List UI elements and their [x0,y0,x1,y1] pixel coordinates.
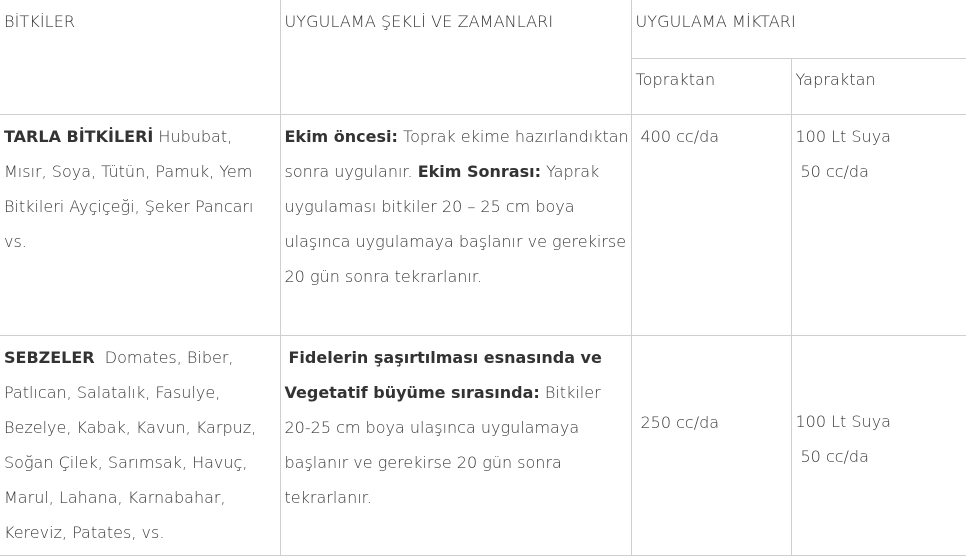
row1-method-text1: Toprak ekime hazırlandıktan sonra uygulanır. [284,126,629,181]
row1-method-bold1: Ekim öncesi: [284,126,398,146]
row2-soil [631,335,791,555]
table-row [0,335,966,555]
row1-method-text2: Yaprak uygulaması bitkiler 20 – 25 cm boya ulaşınca uygulamaya başlanır ve gerekirse 20 gün sonra tekrarlanır. [284,161,627,286]
header-soil [631,58,791,114]
header-amount [631,0,966,58]
row2-soil-value: 250 cc/da [640,412,720,432]
row1-method [280,114,631,335]
header-amount-label: UYGULAMA MİKTARI [635,12,796,31]
row1-plants-title: TARLA BİTKİLERİ [4,126,154,146]
row1-soil-value: 400 cc/da [640,126,720,146]
header-method [280,0,631,114]
row1-leaf [791,114,966,335]
header-plants [0,0,280,114]
row1-leaf-line2: 50 cc/da [800,161,869,181]
header-plants-label: BİTKİLER [4,12,76,31]
header-method-label: UYGULAMA ŞEKLİ VE ZAMANLARI [284,12,554,31]
row2-method [280,335,631,555]
row2-plants-text: Domates, Biber, Patlıcan, Salatalık, Fasulye, Bezelye, Kabak, Kavun, Karpuz, Soğan Çilek, Sarımsak, Havuç, Marul, Lahana, Karnabahar, Kereviz, Patates, vs. [4,347,262,542]
header-leaf [791,58,966,114]
row2-plants [0,335,280,555]
row1-plants-text: Hububat, Mısır, Soya, Tütün, Pamuk, Yem Bitkileri Ayçiçeği, Şeker Pancarı vs. [4,126,254,251]
row1-soil [631,114,791,335]
row1-leaf-line1: 100 Lt Suya [795,126,891,146]
header-soil-label: Topraktan [635,69,716,89]
row1-method-bold2: Ekim Sonrası: [417,161,541,181]
row1-plants [0,114,280,335]
row2-method-text1: Bitkiler 20-25 cm boya ulaşınca uygulamaya başlanır ve gerekirse 20 gün sonra tekrarlanır. [284,382,601,507]
row2-plants-title: SEBZELER [4,347,95,367]
row2-leaf-line1: 100 Lt Suya [795,412,891,431]
row2-method-bold1: Fidelerin şaşırtılması esnasında ve Vegetatif büyüme sırasında: [284,347,602,402]
row2-leaf [791,335,966,555]
header-leaf-label: Yapraktan [795,69,876,89]
table-row [0,114,966,335]
row2-leaf-line2: 50 cc/da [800,447,869,466]
